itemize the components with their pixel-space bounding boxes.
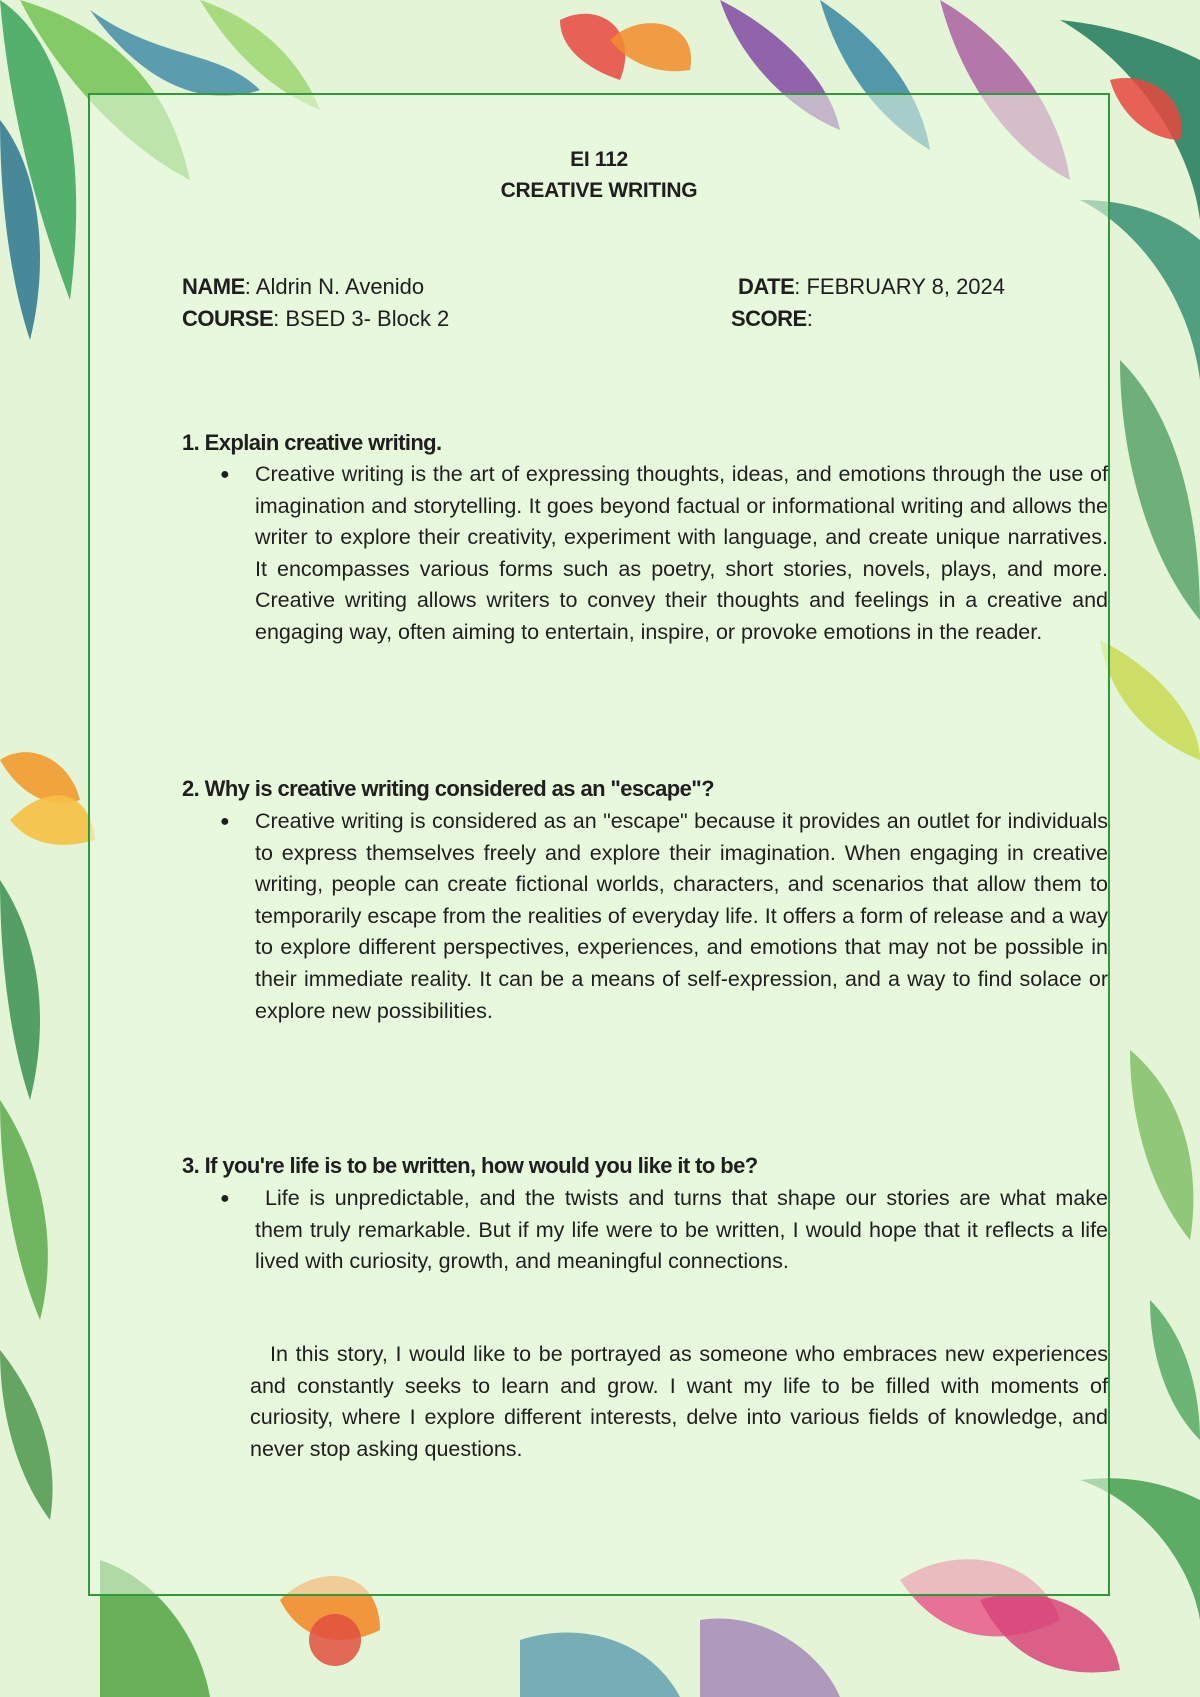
question-1-title: 1. Explain creative writing. [182, 430, 442, 455]
score-value: : [806, 306, 813, 331]
leaf-icon [0, 1100, 48, 1320]
date-label: DATE [738, 274, 795, 299]
leaf-icon [520, 1632, 680, 1697]
score-label: SCORE [731, 306, 807, 331]
name-row [182, 271, 449, 303]
date-row [731, 271, 1005, 303]
course-row [182, 303, 449, 335]
leaf-icon [700, 1618, 840, 1697]
leaf-icon [0, 1350, 53, 1520]
course-title: CREATIVE WRITING [500, 179, 698, 202]
answer-1: Creative writing is the art of expressing thoughts, ideas, and emotions through the use of imagination and storytelling. It goes beyond factual or informational writing and allows the writer to explore their creativity, experiment with language, and create unique narratives. It encompasses various forms such as poetry, short stories, novels, plays, and more. Creative writing allows writers to convey their thoughts and feelings in a creative and engaging way, often aiming to entertain, inspire, or provoke emotions in the reader. [255, 462, 1108, 644]
bullet-icon: ● [220, 466, 230, 483]
answer-3: Life is unpredictable, and the twists and turns that shape our stories are what make them truly remarkable. But if my life were to be written, I would hope that it reflects a life lived with curiosity, growth, and meaningful connections. [255, 1186, 1108, 1274]
course-code: EI 112 [570, 148, 628, 171]
leaf-icon [1100, 640, 1200, 760]
question-2-title: 2. Why is creative writing considered as an "escape"? [182, 776, 714, 801]
leaf-icon [1120, 360, 1200, 620]
document-page [88, 93, 1110, 1596]
name-value: : Aldrin N. Avenido [244, 274, 425, 299]
flower-icon [10, 795, 95, 845]
answer-3-paragraph-2: In this story, I would like to be portrayed as someone who embraces new experiences and constantly seeks to learn and grow. I want my life to be filled with moments of curiosity, where I explore different interests, delve into various fields of knowledge, and never stop asking questions. [250, 1342, 1108, 1461]
leaf-icon [1150, 1300, 1200, 1440]
score-row [731, 303, 1005, 335]
course-value: : BSED 3- Block 2 [273, 306, 450, 331]
flower-icon [560, 14, 625, 80]
bullet-icon: ● [220, 1190, 230, 1207]
student-info-right [731, 271, 1005, 335]
leaf-icon [0, 880, 40, 1100]
question-3-title: 3. If you're life is to be written, how would you like it to be? [182, 1153, 758, 1178]
bullet-icon: ● [220, 813, 230, 830]
flower-icon [309, 1614, 361, 1666]
leaf-icon [1130, 1050, 1193, 1240]
date-value: : FEBRUARY 8, 2024 [794, 274, 1006, 299]
answer-2: Creative writing is considered as an "escape" because it provides an outlet for individuals to express themselves freely and explore their imagination. When engaging in creative writing, people can create fictional worlds, characters, and scenarios that allow them to temporarily escape from the realities of everyday life. It offers a form of release and a way to explore different perspectives, experiences, and emotions that may not be possible in their immediate reality. It can be a means of self-expression, and a way to find solace or explore new possibilities. [255, 809, 1108, 1023]
course-label: COURSE [182, 306, 274, 331]
student-info-left [182, 271, 449, 335]
name-label: NAME [182, 274, 245, 299]
flower-icon [0, 752, 80, 803]
